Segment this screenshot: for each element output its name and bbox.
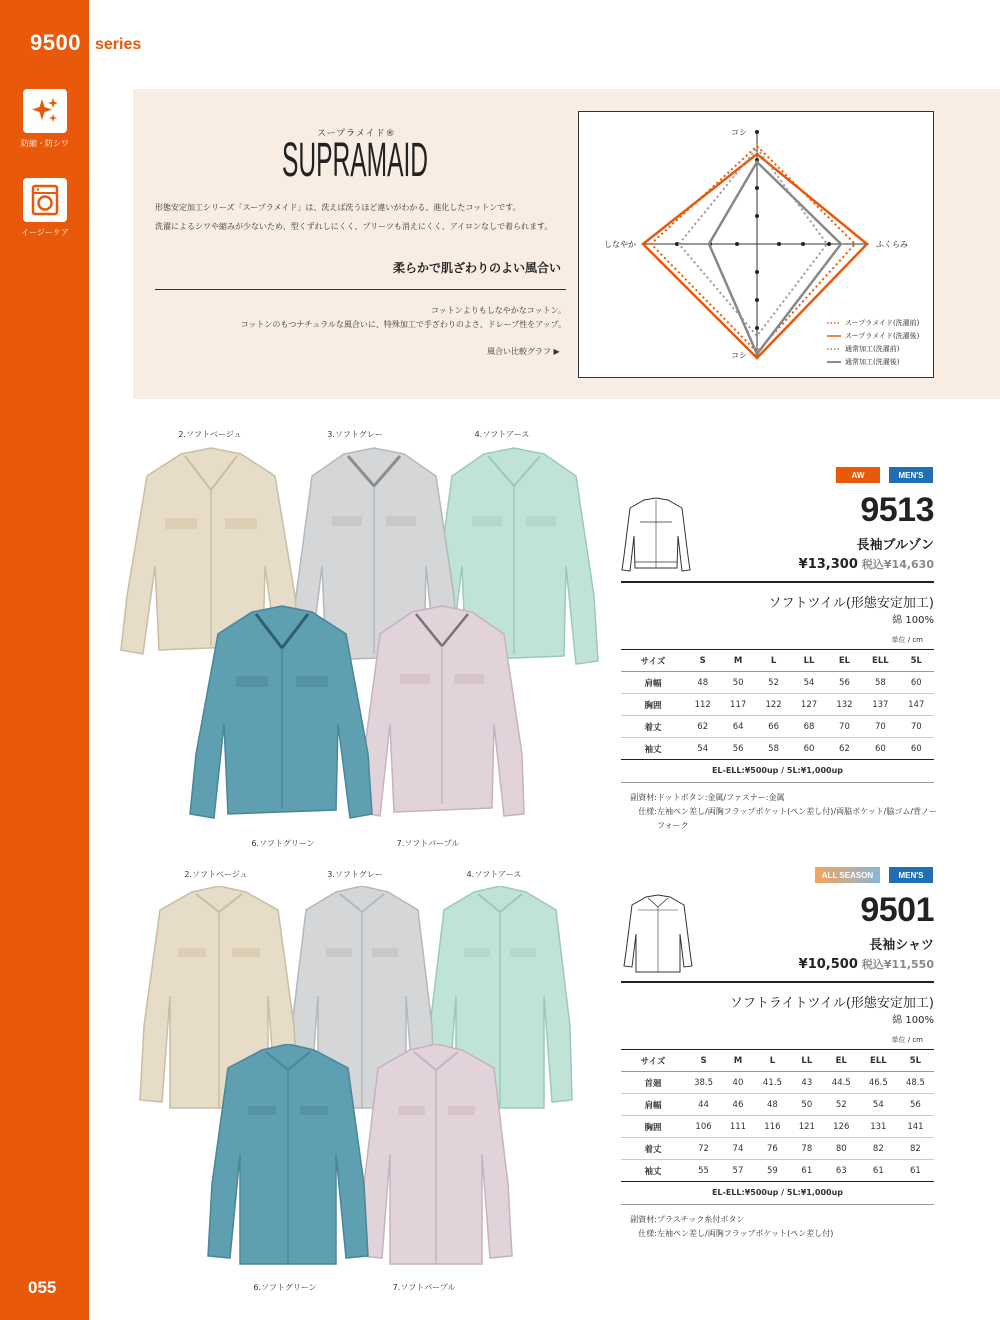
legend-item: 通常加工(洗濯前) — [845, 345, 900, 353]
cell: 70 — [827, 716, 862, 738]
cell: 52 — [756, 672, 791, 694]
spec-value: プラスチック糸付ボタン — [657, 1215, 745, 1224]
divider — [155, 289, 566, 290]
size-header: S — [685, 650, 720, 672]
cell: 46 — [722, 1094, 754, 1116]
graph-link[interactable]: 風合い比較グラフ ▶ — [487, 347, 560, 356]
cell: 111 — [722, 1116, 754, 1138]
price — [799, 556, 934, 572]
blouson-line-drawing — [620, 496, 692, 576]
sub-line: コットンのもつナチュラルな風合いに、特殊加工で手ざわりのよさ、ドレープ性をアップ。 — [240, 320, 566, 329]
variant-label: 7.ソフトパープル — [392, 1283, 456, 1292]
legend-item: スープラメイド(洗濯前) — [845, 319, 920, 327]
cell: 127 — [791, 694, 826, 716]
price-tax: 税込¥11,550 — [861, 958, 934, 971]
cell: 116 — [754, 1116, 791, 1138]
price-value: ¥10,500 — [798, 957, 858, 972]
cell: 121 — [791, 1116, 823, 1138]
cell: 56 — [827, 672, 862, 694]
legend-item: スープラメイド(洗濯後) — [845, 332, 920, 340]
cell: 62 — [827, 738, 862, 760]
size-surcharge: EL-ELL:¥500up / 5L:¥1,000up — [711, 766, 844, 775]
cell: 44.5 — [823, 1072, 860, 1094]
table-row — [621, 1138, 934, 1160]
size-header: M — [720, 650, 755, 672]
series-word: series — [95, 36, 142, 53]
fabric-name: ソフトライトツイル(形態安定加工) — [729, 996, 934, 1011]
spec-value: 左袖ペン差し/両胸フラップポケット(ペン差し付)/両脇ポケット/脇ゴム/背ノーフォーク — [657, 807, 937, 830]
cell: 41.5 — [754, 1072, 791, 1094]
size-header: 5L — [897, 1050, 934, 1072]
price-tax: 税込¥14,630 — [861, 558, 934, 571]
cell: 60 — [899, 672, 934, 694]
row-label: 首廻 — [621, 1072, 685, 1094]
axis-label-right: ふくらみ — [876, 240, 908, 249]
sparkle-icon — [23, 89, 67, 133]
row-label: 胸囲 — [621, 694, 685, 716]
product-name: 長袖ブルゾン — [856, 538, 934, 553]
cell: 46.5 — [860, 1072, 897, 1094]
spec-key: 仕様: — [638, 807, 657, 816]
model-number: 9501 — [860, 891, 934, 929]
shirt-soft-green-photo — [204, 1044, 372, 1266]
cell: 48.5 — [897, 1072, 934, 1094]
axis-label-left: しなやか — [604, 240, 636, 249]
page-number: 055 — [28, 1278, 57, 1297]
size-header: ELL — [860, 1050, 897, 1072]
cell: 147 — [899, 694, 934, 716]
spec-key: 副資材: — [630, 1215, 657, 1224]
cell: 58 — [862, 672, 898, 694]
table-row — [621, 716, 934, 738]
cell: 63 — [823, 1160, 860, 1182]
cell: 141 — [897, 1116, 934, 1138]
size-header-row — [621, 1050, 934, 1072]
spec-value: 左袖ペン差し/両胸フラップポケット(ペン差し付) — [657, 1229, 834, 1238]
table-row — [621, 672, 934, 694]
washing-machine-icon — [23, 178, 67, 222]
cell: 66 — [756, 716, 791, 738]
gender-tag: MEN'S — [889, 867, 933, 883]
cell: 38.5 — [685, 1072, 722, 1094]
sub-line: コットンよりもしなやかなコットン。 — [430, 306, 566, 315]
intro-line: 形態安定加工シリーズ「スープラメイド」は、洗えば洗うほど違いがわかる、進化したコットンです。 — [155, 203, 521, 212]
spec-block — [621, 791, 941, 833]
size-header: 5L — [899, 650, 934, 672]
divider — [621, 1204, 934, 1205]
cell: 117 — [720, 694, 755, 716]
size-header: EL — [827, 650, 862, 672]
cell: 54 — [791, 672, 826, 694]
blouson-soft-purple-photo — [356, 604, 528, 826]
price — [799, 956, 934, 972]
cell: 61 — [897, 1160, 934, 1182]
feature-label: 防縮・防シワ — [21, 139, 69, 148]
intro-line: 洗濯によるシワや縮みが少ないため、型くずれしにくく、プリーツも消えにくく、アイロンなしで着られます。 — [155, 222, 553, 231]
row-label: 着丈 — [621, 716, 685, 738]
cell: 74 — [722, 1138, 754, 1160]
table-row — [621, 1094, 934, 1116]
axis-label-top: コシ — [731, 128, 747, 137]
cell: 40 — [722, 1072, 754, 1094]
feature-label: イージーケア — [21, 228, 69, 237]
cell: 131 — [860, 1116, 897, 1138]
fiber-content: 綿 100% — [892, 615, 934, 626]
spec-value: ドットボタン:金属/ファスナー:金属 — [657, 793, 785, 802]
cell: 62 — [685, 716, 720, 738]
size-header-row — [621, 650, 934, 672]
blouson-soft-green-photo — [184, 604, 380, 826]
cell: 70 — [862, 716, 898, 738]
cell: 43 — [791, 1072, 823, 1094]
cell: 44 — [685, 1094, 722, 1116]
row-label: 肩幅 — [621, 672, 685, 694]
size-header: EL — [823, 1050, 860, 1072]
size-table-9513 — [621, 649, 934, 760]
unit-label: 単位 / cm — [891, 636, 923, 644]
cell: 80 — [823, 1138, 860, 1160]
legend-item: 通常加工(洗濯後) — [845, 358, 900, 366]
gender-tag: MEN'S — [889, 467, 933, 483]
cell: 60 — [791, 738, 826, 760]
variant-label: 2.ソフトベージュ — [184, 870, 248, 879]
size-header: S — [685, 1050, 722, 1072]
cell: 68 — [791, 716, 826, 738]
size-header: サイズ — [621, 650, 685, 672]
shirt-line-drawing — [620, 894, 696, 974]
variant-label: 6.ソフトグリーン — [251, 839, 315, 848]
cell: 50 — [720, 672, 755, 694]
variant-label: 4.ソフトアース — [466, 870, 522, 879]
cell: 64 — [720, 716, 755, 738]
table-row — [621, 1072, 934, 1094]
variant-label: 7.ソフトパープル — [396, 839, 460, 848]
size-header: L — [754, 1050, 791, 1072]
cell: 61 — [860, 1160, 897, 1182]
subhead: 柔らかで肌ざわりのよい風合い — [393, 261, 562, 275]
size-table-9501 — [621, 1049, 934, 1182]
divider — [621, 981, 934, 983]
cell: 82 — [897, 1138, 934, 1160]
cell: 55 — [685, 1160, 722, 1182]
row-label: 着丈 — [621, 1138, 685, 1160]
cell: 112 — [685, 694, 720, 716]
cell: 54 — [860, 1094, 897, 1116]
table-row — [621, 694, 934, 716]
row-label: 肩幅 — [621, 1094, 685, 1116]
season-tag: AW — [836, 467, 880, 483]
shirt-soft-purple-photo — [356, 1044, 516, 1266]
cell: 78 — [791, 1138, 823, 1160]
row-label: 袖丈 — [621, 1160, 685, 1182]
cell: 76 — [754, 1138, 791, 1160]
size-header: LL — [791, 1050, 823, 1072]
spec-key: 仕様: — [638, 1229, 657, 1238]
season-tag: ALL SEASON — [815, 867, 880, 883]
variant-label: 3.ソフトグレー — [327, 870, 383, 879]
table-row — [621, 1116, 934, 1138]
cell: 82 — [860, 1138, 897, 1160]
fiber-content: 綿 100% — [892, 1015, 934, 1026]
cell: 72 — [685, 1138, 722, 1160]
price-value: ¥13,300 — [798, 557, 858, 572]
cell: 57 — [722, 1160, 754, 1182]
size-surcharge: EL-ELL:¥500up / 5L:¥1,000up — [711, 1188, 844, 1197]
table-row — [621, 1160, 934, 1182]
cell: 70 — [899, 716, 934, 738]
unit-label: 単位 / cm — [891, 1036, 923, 1044]
divider — [621, 581, 934, 583]
variant-label: 3.ソフトグレー — [327, 430, 383, 439]
row-label: 胸囲 — [621, 1116, 685, 1138]
brand-logo-text: SUPRAMAID — [282, 134, 428, 182]
cell: 48 — [685, 672, 720, 694]
spec-block — [621, 1213, 941, 1241]
cell: 60 — [899, 738, 934, 760]
product-name: 長袖シャツ — [869, 938, 934, 953]
cell: 61 — [791, 1160, 823, 1182]
table-row — [621, 738, 934, 760]
feature-easy-care — [14, 178, 76, 238]
feature-anti-wrinkle — [14, 89, 76, 149]
model-number: 9513 — [860, 491, 934, 529]
size-header: M — [722, 1050, 754, 1072]
variant-label: 4.ソフトアース — [474, 430, 530, 439]
cell: 50 — [791, 1094, 823, 1116]
cell: 60 — [862, 738, 898, 760]
cell: 54 — [685, 738, 720, 760]
spec-key: 副資材: — [630, 793, 657, 802]
size-header: サイズ — [621, 1050, 685, 1072]
fabric-name: ソフトツイル(形態安定加工) — [768, 596, 934, 611]
variant-label: 6.ソフトグリーン — [253, 1283, 317, 1292]
cell: 48 — [754, 1094, 791, 1116]
size-header: LL — [791, 650, 826, 672]
size-header: L — [756, 650, 791, 672]
texture-comparison-graph — [578, 111, 934, 378]
cell: 106 — [685, 1116, 722, 1138]
cell: 58 — [756, 738, 791, 760]
brand-logo — [280, 120, 432, 182]
cell: 56 — [720, 738, 755, 760]
size-header: ELL — [862, 650, 898, 672]
series-number: 9500 — [30, 30, 81, 55]
cell: 56 — [897, 1094, 934, 1116]
cell: 59 — [754, 1160, 791, 1182]
cell: 137 — [862, 694, 898, 716]
brand-kana: スープラメイド® — [317, 129, 396, 139]
cell: 132 — [827, 694, 862, 716]
cell: 126 — [823, 1116, 860, 1138]
axis-label-bottom: コシ — [731, 351, 747, 360]
variant-label: 2.ソフトベージュ — [178, 430, 242, 439]
cell: 122 — [756, 694, 791, 716]
cell: 52 — [823, 1094, 860, 1116]
divider — [621, 782, 934, 783]
row-label: 袖丈 — [621, 738, 685, 760]
